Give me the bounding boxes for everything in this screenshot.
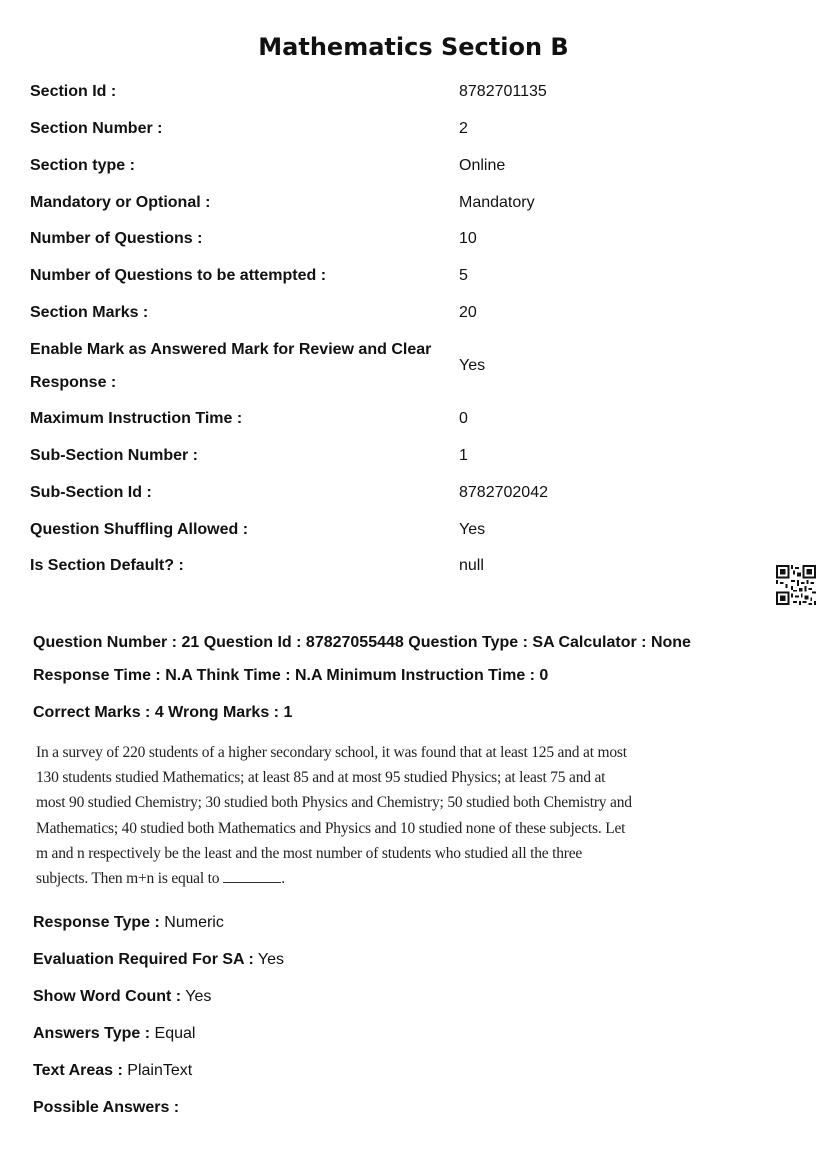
attr-label: Possible Answers : <box>33 1099 180 1116</box>
info-label: Maximum Instruction Time : <box>30 410 243 427</box>
info-label: Section Number : <box>30 120 163 137</box>
info-label: Number of Questions to be attempted : <box>30 267 327 284</box>
answers-type <box>33 1023 195 1045</box>
info-label: Section Id : <box>30 83 117 100</box>
info-value: Online <box>459 157 506 174</box>
info-value: null <box>459 557 484 574</box>
info-label: Question Shuffling Allowed : <box>30 521 249 538</box>
info-row-number-of-questions <box>30 222 800 255</box>
attr-value: Yes <box>257 951 285 968</box>
info-row-enable-mark <box>30 333 800 399</box>
info-row-section-id <box>30 75 800 108</box>
info-value: 8782701135 <box>459 83 547 100</box>
info-value: 5 <box>459 267 468 284</box>
info-row-section-marks <box>30 296 800 329</box>
info-value: 2 <box>459 120 468 137</box>
question-timing: Response Time : N.A Think Time : N.A Minimum Instruction Time : 0 <box>33 667 549 684</box>
question-text-block: In a survey of 220 students of a higher secondary school, it was found that at least 125 and at most 130 students studied Mathematics; at least 85 and at most 95 studied Physics; at least 75 and at most 90 studied Chemistry; 30 studied both Physics and Chemistry; 50 studied both Chemistry and Mathematics; 40 studied both Mathematics and Physics and 10 studied none of these subjects. Let m and n respectively be the least and the most number of students who studied all the three subjects. Then m+n is equal to . <box>36 744 632 888</box>
info-label: Section type : <box>30 157 135 174</box>
show-word-count <box>33 986 211 1008</box>
response-type <box>33 912 224 934</box>
info-value: 8782702042 <box>459 484 548 501</box>
answer-blank <box>223 882 281 883</box>
attr-value: Yes <box>185 988 212 1005</box>
info-label: Sub-Section Id : <box>30 484 152 501</box>
question-text: In a survey of 220 students of a higher secondary school, it was found that at least 125 and at most 130 students studied Mathematics; at least 85 and at most 95 studied Physics; at least 75 and at most 90 studied Chemistry; 30 studied both Physics and Chemistry; 50 studied both Chemistry and Mathematics; 40 studied both Mathematics and Physics and 10 studied none of these subjects. Let m and n respectively be the least and the most number of students who studied all the three subjects. Then m+n is equal to <box>36 744 632 888</box>
info-row-section-number <box>30 112 800 145</box>
attr-value: Numeric <box>164 914 224 931</box>
info-row-section-type <box>30 149 800 182</box>
attr-value: PlainText <box>127 1062 193 1079</box>
qr-code-icon <box>776 565 816 605</box>
attr-label: Response Type : <box>33 914 160 931</box>
info-row-sub-section-number <box>30 439 800 472</box>
page-title: Mathematics Section B <box>258 33 569 61</box>
attr-label: Text Areas : <box>33 1062 123 1079</box>
info-value: 10 <box>459 230 477 247</box>
info-value: Mandatory <box>459 194 535 211</box>
info-value: 20 <box>459 304 477 321</box>
info-row-sub-section-id <box>30 476 800 509</box>
attr-label: Show Word Count : <box>33 988 182 1005</box>
info-row-mandatory <box>30 186 800 219</box>
info-value: Yes <box>459 521 486 538</box>
possible-answers <box>33 1097 179 1119</box>
info-row-max-instruction-time <box>30 402 800 435</box>
info-row-questions-to-attempt <box>30 259 800 292</box>
info-row-section-default <box>30 549 800 582</box>
info-value: Yes <box>459 357 486 374</box>
info-label: Section Marks : <box>30 304 149 321</box>
info-row-question-shuffling <box>30 513 800 546</box>
info-label: Number of Questions : <box>30 230 203 247</box>
question-header: Question Number : 21 Question Id : 87827055448 Question Type : SA Calculator : None <box>33 634 691 651</box>
text-areas <box>33 1060 192 1082</box>
info-label: Mandatory or Optional : <box>30 194 211 211</box>
info-value: 1 <box>459 447 468 464</box>
info-value: 0 <box>459 410 468 427</box>
attr-value: Equal <box>154 1025 196 1042</box>
info-label: Sub-Section Number : <box>30 447 199 464</box>
attr-label: Evaluation Required For SA : <box>33 951 254 968</box>
info-label: Is Section Default? : <box>30 557 184 574</box>
question-marks: Correct Marks : 4 Wrong Marks : 1 <box>33 704 293 721</box>
info-label: Enable Mark as Answered Mark for Review and Clear Response : <box>30 341 432 391</box>
attr-label: Answers Type : <box>33 1025 151 1042</box>
evaluation-required <box>33 949 284 971</box>
